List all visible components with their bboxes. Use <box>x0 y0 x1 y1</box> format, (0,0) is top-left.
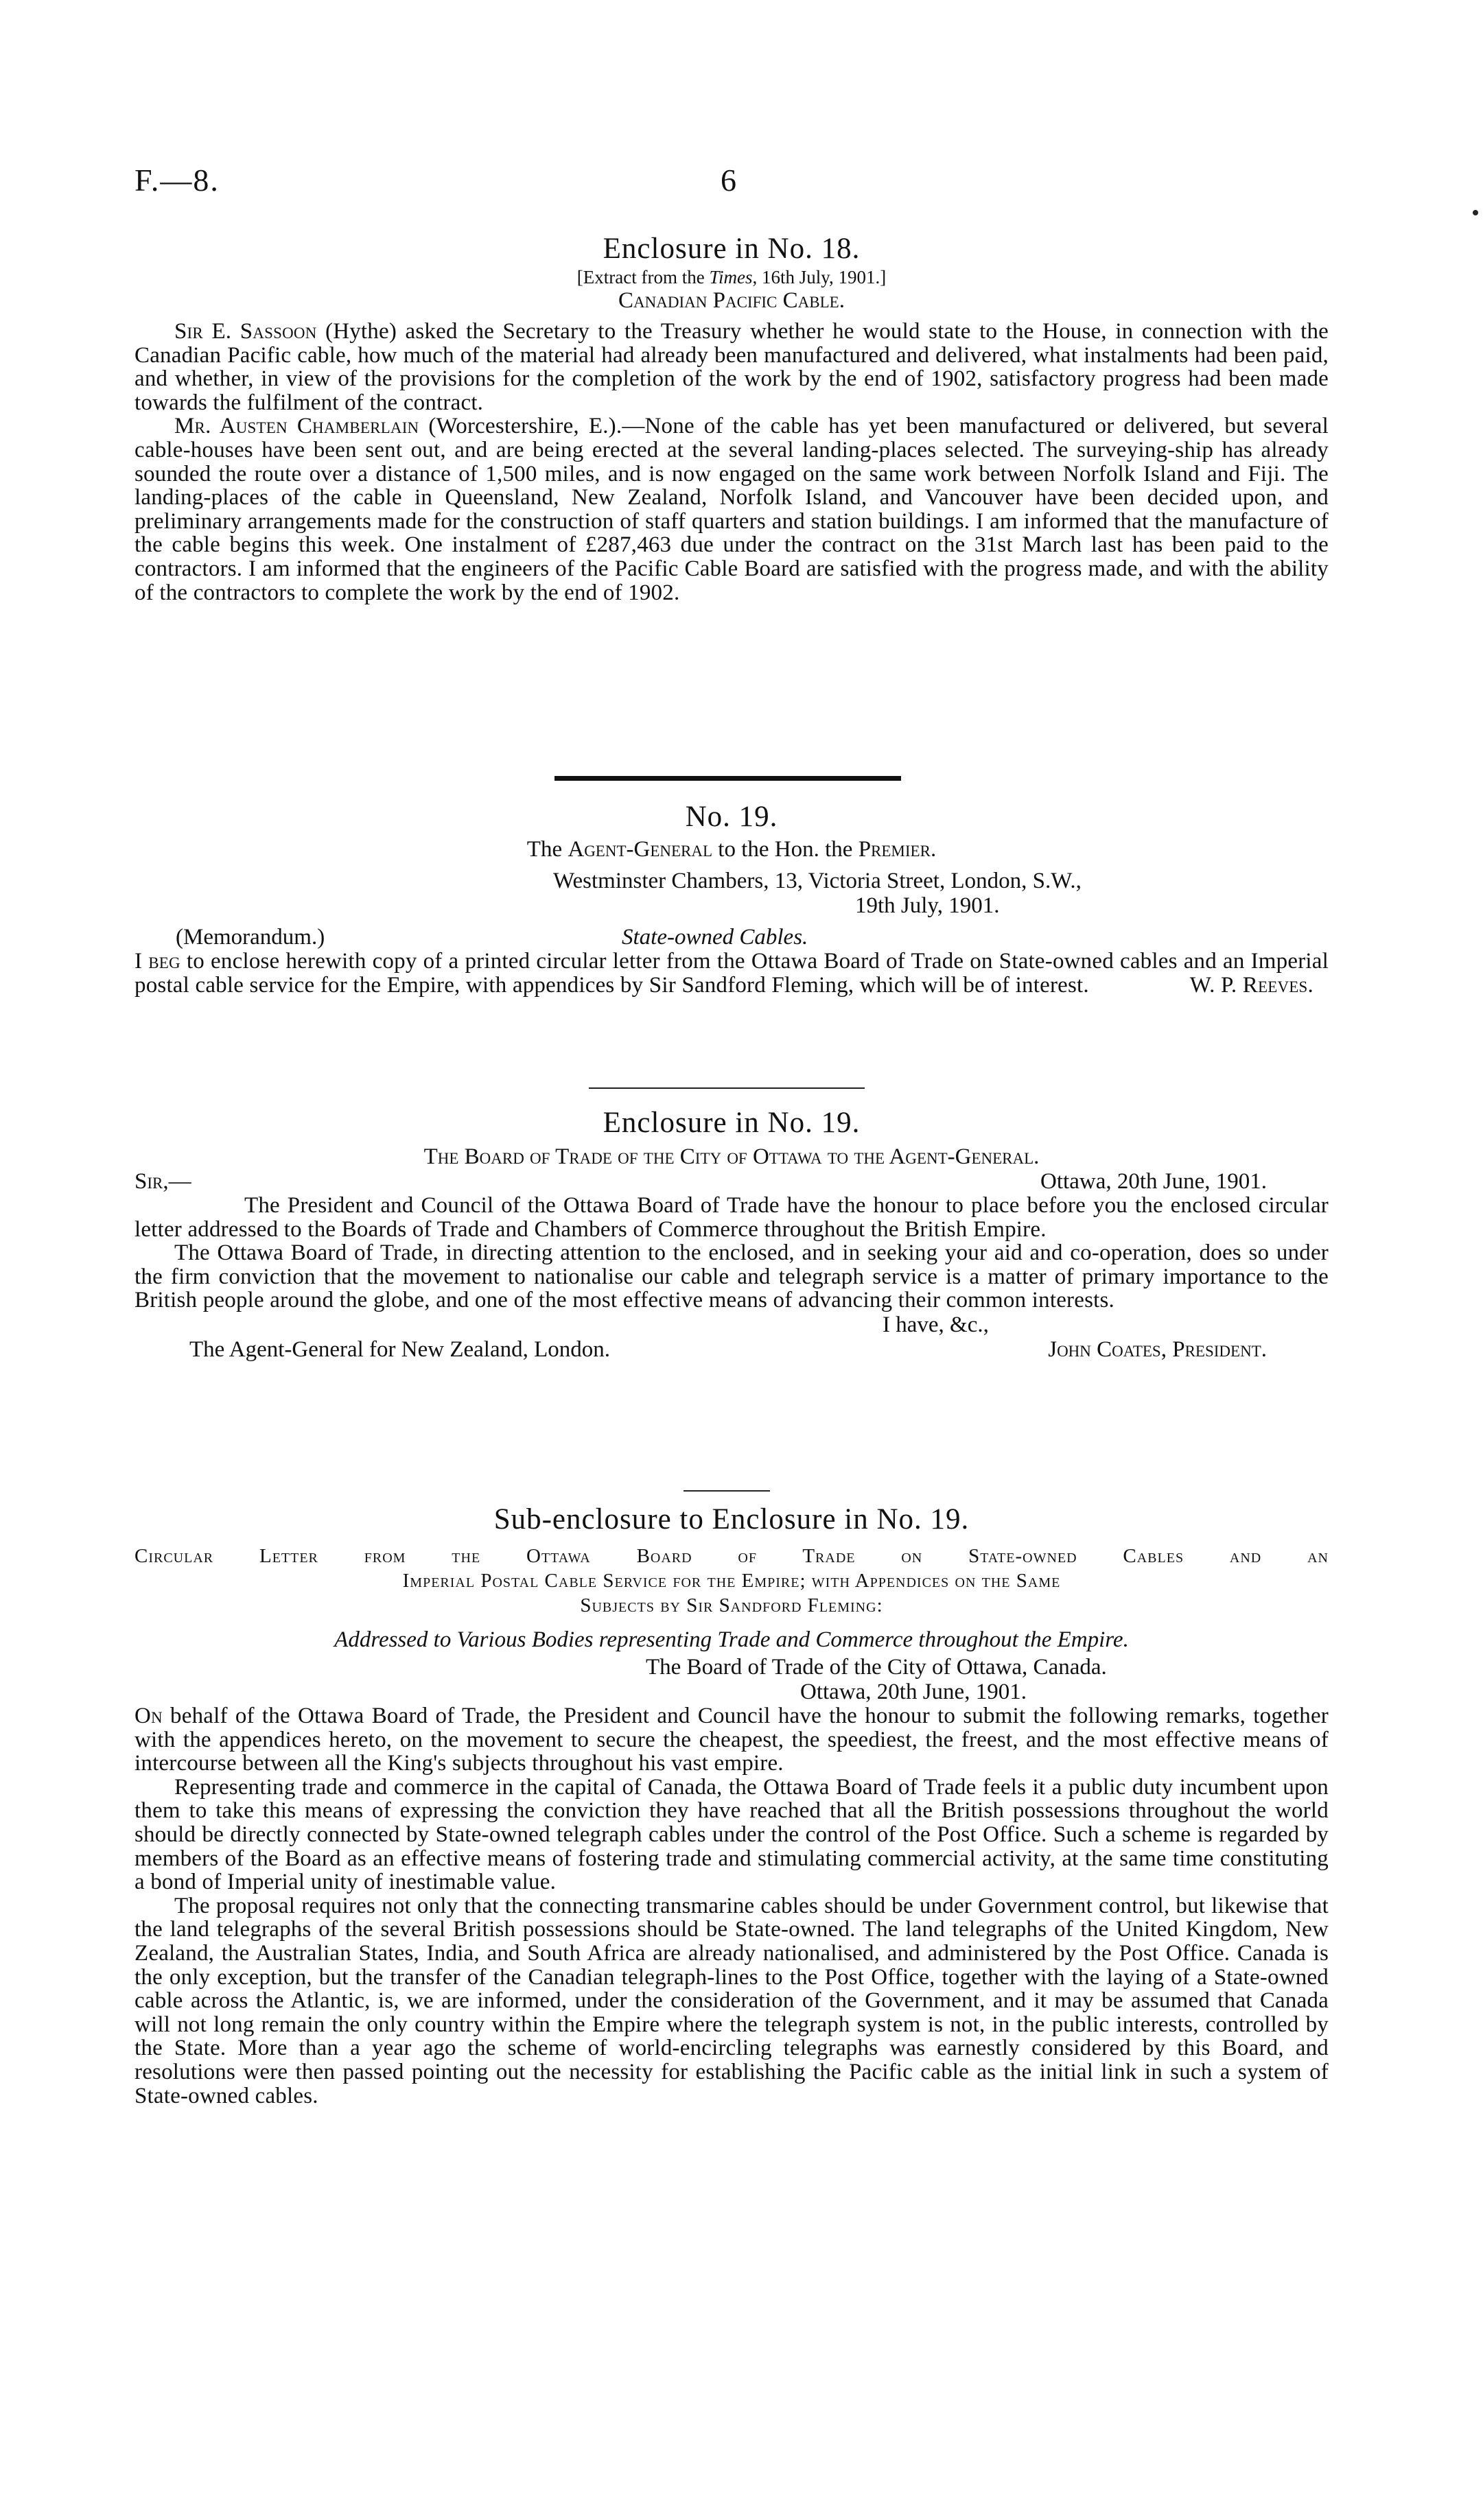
circular-title-line-1: Circular Letter from the Ottawa Board of Trade on State-owned Cables and an <box>135 1545 1329 1567</box>
enclosure-18-subject: Canadian Pacific Cable. <box>618 288 845 313</box>
enclosure-19-section <box>135 1106 1329 1362</box>
enclosure-19-paragraph-1: The President and Council of the Ottawa Board of Trade have the honour to place before you the enclosed circular letter addressed to the Boards of Trade and Chambers of Commerce throughout the British Empire. <box>135 1193 1329 1242</box>
circular-paragraph-3: The proposal requires not only that the connecting transmarine cables should be under Government control, but likewise that the land telegraphs of the several British possessions should be State-owned. The land telegraphs of the United Kingdom, New Zealand, the Australian States, India, and South Africa are already nationalised, and administered by the Post Office. Canada is the only exception, but the transfer of the Canadian telegraph-lines to the Post Office, together with the laying of a State-owned cable across the Atlantic, is, we are informed, under the consideration of the Government, and it may be assumed that Canada will not long remain the only country within the Empire where the telegraph system is not, in the public interests, controlled by the State. More than a year ago the scheme of world-encircling telegraphs was earnestly considered by this Board, and resolutions were then passed pointing out the necessity for establishing the Pacific cable as the initial link in such a system of State-owned cables. <box>135 1893 1329 2108</box>
speaker-sassoon: Sir E. Sassoon <box>174 319 317 344</box>
extract-source <box>135 266 1329 288</box>
no-19-date: 19th July, 1901. <box>855 893 1000 918</box>
no-19-memo-row <box>135 925 1329 950</box>
enclosure-18-section <box>135 232 1329 604</box>
no-19-title: No. 19. <box>685 801 778 833</box>
enclosure-19-closing: I have, &c., <box>883 1312 989 1337</box>
enclosure-19-title: Enclosure in No. 19. <box>603 1107 861 1139</box>
sub-enclosure-section <box>135 1503 1329 2108</box>
extract-pre: [Extract from the <box>576 267 710 287</box>
page-speck <box>1473 210 1478 215</box>
enclosure-19-signature: John Coates, President. <box>1048 1336 1267 1362</box>
no-19-address: Westminster Chambers, 13, Victoria Street, London, S.W., <box>553 869 1082 893</box>
no-19-from-to-3: . <box>930 837 937 862</box>
speaker-chamberlain: Mr. Austen Chamberlain <box>174 414 419 439</box>
extract-post: , 16th July, 1901.] <box>752 267 887 287</box>
no-19-from-to-1: The <box>526 837 568 862</box>
enclosure-18-paragraph-1-text: (Hythe) asked the Secretary to the Treasury whether he would state to the House, in connection with the Canadian Pacific cable, how much of the material had already been manufactured and delivered, what instalments had been paid, and whether, in view of the provisions for the completion of the work by the end of 1902, satisfactory progress had been made towards the fulfilment of the contract. <box>135 319 1329 415</box>
sub-enclosure-title: Sub-enclosure to Enclosure in No. 19. <box>493 1503 970 1535</box>
short-divider <box>684 1490 770 1492</box>
enclosure-19-place-date: Ottawa, 20th June, 1901. <box>1040 1169 1267 1194</box>
circular-paragraph-1-text: behalf of the Ottawa Board of Trade, the President and Council have the honour to submit the following remarks, together with the appendices hereto, on the movement to secure the cheapest, the speediest, the freest, and the most effective means of intercourse between all the King's subjects throughout his vast empire. <box>135 1704 1329 1776</box>
no-19-from-to-2: to the Hon. the <box>712 837 859 862</box>
enclosure-19-signature-row <box>135 1337 1329 1362</box>
no-19-memorandum: (Memorandum.) <box>176 925 325 950</box>
page-number: 6 <box>721 163 736 198</box>
no-19-body-lead: I beg <box>135 949 180 974</box>
no-19-body-text: to enclose herewith copy of a printed circular letter from the Ottawa Board of Trade on State-owned cables and an Imperial postal cable service for the Empire, with appendices by Sir Sandford Fleming, which will be of interest. <box>135 949 1329 998</box>
enclosure-18-paragraph-2 <box>135 414 1329 604</box>
enclosure-18-title: Enclosure in No. 18. <box>603 233 861 265</box>
no-19-from-to <box>135 837 1329 862</box>
document-reference: F.—8. <box>135 163 220 198</box>
enclosure-18-paragraph-2-text: (Worcestershire, E.).—None of the cable has yet been manufactured or delivered, but several cable-houses have been sent out, and are being erected at the several landing-places selected. The surveying-ship has already sounded the route over a distance of 1,500 miles, and is now engaged on the same work between Norfolk Island and Fiji. The landing-places of the cable in Queensland, New Zealand, Norfolk Island, and Vancouver have been decided upon, and preliminary arrangements made for the construction of staff quarters and station buildings. I am informed that the manufacture of the cable begins this week. One instalment of £287,463 due under the contract on the 31st March last has been paid to the contractors. I am informed that the engineers of the Pacific Cable Board are satisfied with the progress made, and with the ability of the contractors to complete the work by the end of 1902. <box>135 414 1329 605</box>
enclosure-19-salutation-row <box>135 1169 1329 1194</box>
circular-title-line-3: Subjects by Sir Sandford Fleming: <box>580 1594 883 1616</box>
no-19-section <box>135 800 1329 997</box>
circular-addressed: Addressed to Various Bodies representing Trade and Commerce throughout the Empire. <box>334 1627 1129 1652</box>
enclosure-19-paragraph-2: The Ottawa Board of Trade, in directing attention to the enclosed, and in seeking your aid and co-operation, does so under the firm conviction that the movement to nationalise our cable and telegraph service is a matter of primary importance to the British people around the globe, and one of the most effective means of advancing their common interests. <box>135 1240 1329 1313</box>
enclosure-19-addressee: The Agent-General for New Zealand, London. <box>189 1336 611 1362</box>
section-divider-thick <box>554 776 901 781</box>
circular-title-line-2: Imperial Postal Cable Service for the Empire; with Appendices on the Same <box>402 1570 1061 1592</box>
no-19-premier: Premier <box>858 837 931 862</box>
circular-paragraph-2: Representing trade and commerce in the capital of Canada, the Ottawa Board of Trade feels it a public duty incumbent upon them to take this means of expressing the conviction they have reached that all the British possessions throughout the world should be directly connected by State-owned telegraph cables under the control of the Post Office. Such a scheme is regarded by members of the Board as an effective means of fostering trade and stimulating commercial activity, at the same time constituting a bond of Imperial unity of inestimable value. <box>135 1774 1329 1895</box>
no-19-body <box>135 950 1329 997</box>
extract-times: Times <box>709 267 753 287</box>
no-19-subject: State-owned Cables. <box>622 925 808 950</box>
enclosure-19-from-to: The Board of Trade of the City of Ottawa to the Agent-General. <box>423 1144 1040 1169</box>
no-19-agent: Agent-General <box>568 837 713 862</box>
no-19-signature: W. P. Reeves. <box>1189 972 1313 998</box>
section-divider-thin <box>589 1087 865 1089</box>
enclosure-19-salutation: Sir,— <box>135 1169 191 1194</box>
circular-from: The Board of Trade of the City of Ottawa, Canada. <box>646 1655 1107 1680</box>
enclosure-18-paragraph-1 <box>135 320 1329 414</box>
circular-paragraph-1-lead: On <box>135 1704 163 1728</box>
circular-date: Ottawa, 20th June, 1901. <box>800 1680 1027 1704</box>
circular-paragraph-1 <box>135 1704 1329 1776</box>
